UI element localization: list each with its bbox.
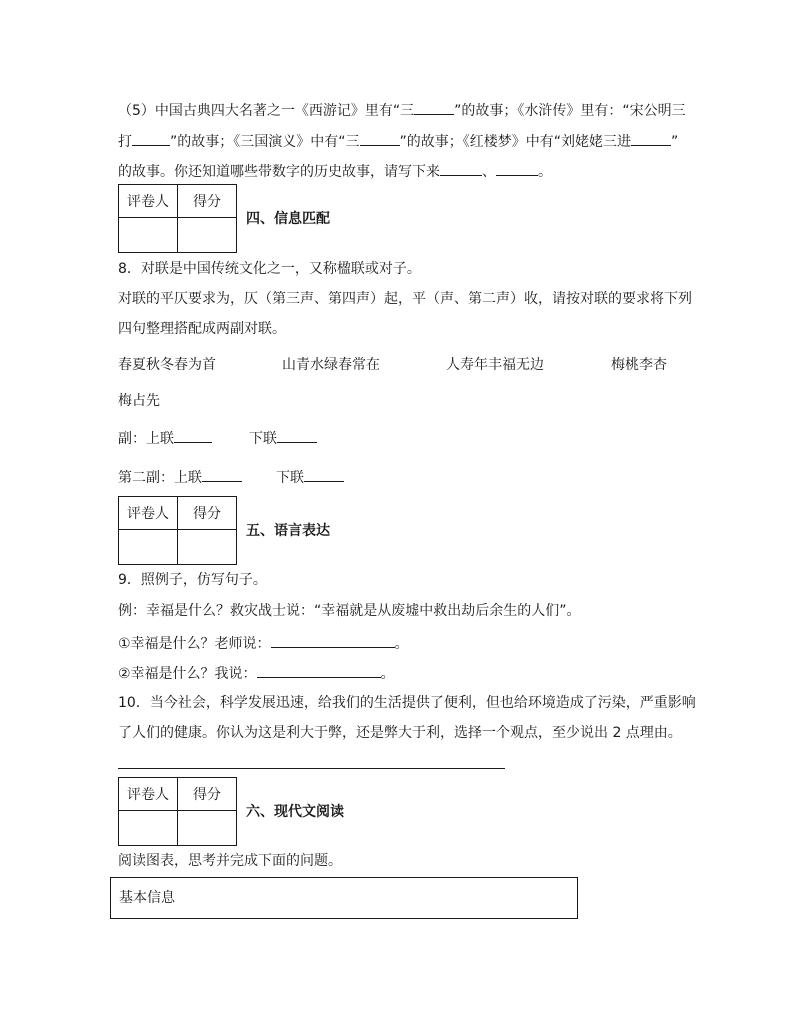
score-table [118,777,237,846]
sec6-intro: 阅读图表，思考并完成下面的问题。 [118,853,342,869]
couplet-pair-2: 第二副：上联 [118,466,242,488]
answer-blank[interactable] [271,632,395,648]
section-title: 五、语言表达 [246,523,330,539]
lower-line-blank[interactable] [304,466,344,482]
q9-title: 9．照例子，仿写句子。 [118,572,267,588]
q8-text-2: 四句整理搭配成两副对联。 [118,321,286,337]
couplet-phrase: 山青水绿春常在 [282,357,380,373]
reviewer-cell[interactable] [119,218,178,253]
q8-title: 8．对联是中国传统文化之一，又称楹联或对子。 [118,261,421,277]
score-cell[interactable] [178,811,237,846]
score-table [118,496,237,565]
q9-example: 例：幸福是什么？救灾战士说：“幸福就是从废墟中救出劫后余生的人们”。 [118,603,581,619]
answer-blank[interactable] [360,130,400,146]
couplet-pair-2-lower: 下联 [276,466,344,488]
score-table [118,184,237,253]
answer-blank[interactable] [631,130,671,146]
answer-blank[interactable] [414,99,454,115]
answer-blank[interactable] [440,160,482,176]
q10-line-1: 10．当今社会，科学发展迅速，给我们的生活提供了便利，但也给环境造成了污染，严重影响 [118,695,696,711]
score-header: 得分 [178,778,237,811]
answer-blank[interactable] [132,130,170,146]
couplet-pair-1-lower: 下联 [249,427,317,449]
reviewer-header: 评卷人 [119,778,178,811]
score-header: 得分 [178,497,237,530]
reviewer-cell[interactable] [119,530,178,565]
couplet-phrase: 梅桃李杏 [611,357,667,373]
upper-line-blank[interactable] [174,427,212,443]
reviewer-cell[interactable] [119,811,178,846]
answer-blank[interactable] [257,662,381,678]
couplet-phrase: 人寿年丰福无边 [446,357,544,373]
reviewer-header: 评卷人 [119,497,178,530]
answer-blank[interactable] [496,160,538,176]
answer-line[interactable] [118,768,505,769]
basic-info-label: 基本信息 [119,890,175,906]
couplet-pair-1: 副：上联 [118,427,212,449]
basic-info-box [110,877,578,919]
q9-item-1: ①幸福是什么？老师说： 。 [118,632,409,654]
score-cell[interactable] [178,218,237,253]
q10-line-2: 了人们的健康。你认为这是利大于弊，还是弊大于利，选择一个观点，至少说出 2 点理由。 [118,725,682,741]
reviewer-header: 评卷人 [119,185,178,218]
section-title: 四、信息匹配 [246,211,330,227]
couplet-phrase-wrap: 梅占先 [118,393,160,409]
score-cell[interactable] [178,530,237,565]
q9-item-2: ②幸福是什么？我说： 。 [118,662,395,684]
q5-line3: 的故事。你还知道哪些带数字的历史故事，请写下来 、 。 [118,160,552,182]
upper-line-blank[interactable] [202,466,242,482]
q8-text-1: 对联的平仄要求为，仄（第三声、第四声）起，平（声、第二声）收，请按对联的要求将下列 [118,291,692,307]
couplet-phrase: 春夏秋冬春为首 [118,357,216,373]
lower-line-blank[interactable] [277,427,317,443]
score-header: 得分 [178,185,237,218]
q5-line1: （5）中国古典四大名著之一《西游记》里有“三 ”的故事；《水浒传》里有：“宋公明三 [118,99,686,121]
q5-line2: 打 ”的故事；《三国演义》中有“三 ”的故事；《红楼梦》中有“刘姥姥三进 ” [118,130,678,152]
section-title: 六、现代文阅读 [246,804,344,820]
